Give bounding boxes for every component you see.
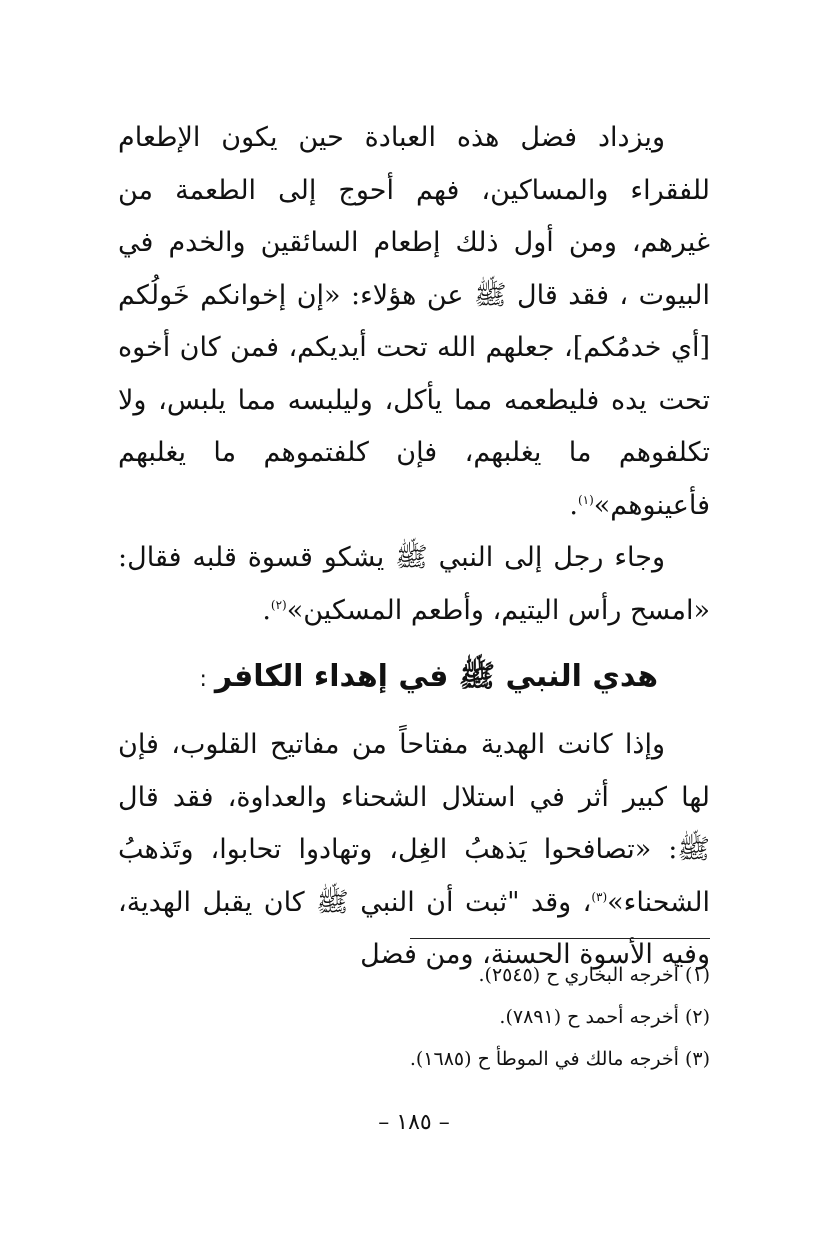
paragraph-tail: . — [569, 489, 578, 521]
footnote-divider — [410, 938, 710, 939]
body-paragraph — [118, 532, 710, 637]
footnote-item: (٢) أخرجه أحمد ح (٧٨٩١). — [499, 1006, 710, 1028]
paragraph-tail: . — [262, 594, 271, 626]
footnote-item: (١) أخرجه البخاري ح (٢٥٤٥). — [478, 964, 710, 986]
body-paragraph — [118, 112, 710, 532]
body-paragraph — [118, 719, 710, 982]
footnote-ref: (٣) — [591, 889, 608, 904]
footnote-ref: (١) — [577, 492, 594, 507]
page-number: – ١٨٥ – — [378, 1110, 450, 1135]
paragraph-text: وجاء رجل إلى النبي ﷺ يشكو قسوة قلبه فقال: «امسح رأس اليتيم، وأطعم المسكين» — [118, 542, 710, 626]
footnotes — [118, 954, 710, 1080]
paragraph-text: وإذا كانت الهدية مفتاحاً من مفاتيح القلوب، فإن لها كبير أثر في استلال الشحناء والعداوة، فقد قال ﷺ: «تصافحوا يَذهبُ الغِل، وتهادوا تحابوا، وتَذهبُ الشحناء» — [118, 729, 710, 918]
paragraph-text-continued: ، وقد "ثبت أن النبي ﷺ كان يقبل الهدية، وفيه الأسوة الحسنة، ومن فضل — [118, 886, 710, 970]
heading-text: هدي النبي ﷺ في إهداء الكافر — [214, 659, 658, 694]
book-page — [118, 112, 710, 1152]
footnote-item: (٣) أخرجه مالك في الموطأ ح (١٦٨٥). — [409, 1048, 710, 1070]
section-heading — [118, 647, 710, 707]
paragraph-text: ويزداد فضل هذه العبادة حين يكون الإطعام للفقراء والمساكين، فهم أحوج إلى الطعمة من غيرهم، ومن أول ذلك إطعام السائقين والخدم في البيوت ، فقد قال ﷺ عن هؤلاء: «إن إخوانكم خَولُكم [أي خدمُكم]، جعلهم الله تحت أيديكم، فمن كان أخوه تحت يده فليطعمه مما يأكل، وليلبسه مما يلبس، ولا تكلفوهم ما يغلبهم، فإن كلفتموهم ما يغلبهم فأعينوهم» — [118, 122, 710, 521]
heading-colon: : — [199, 667, 207, 692]
footnote-ref: (٢) — [270, 597, 287, 612]
